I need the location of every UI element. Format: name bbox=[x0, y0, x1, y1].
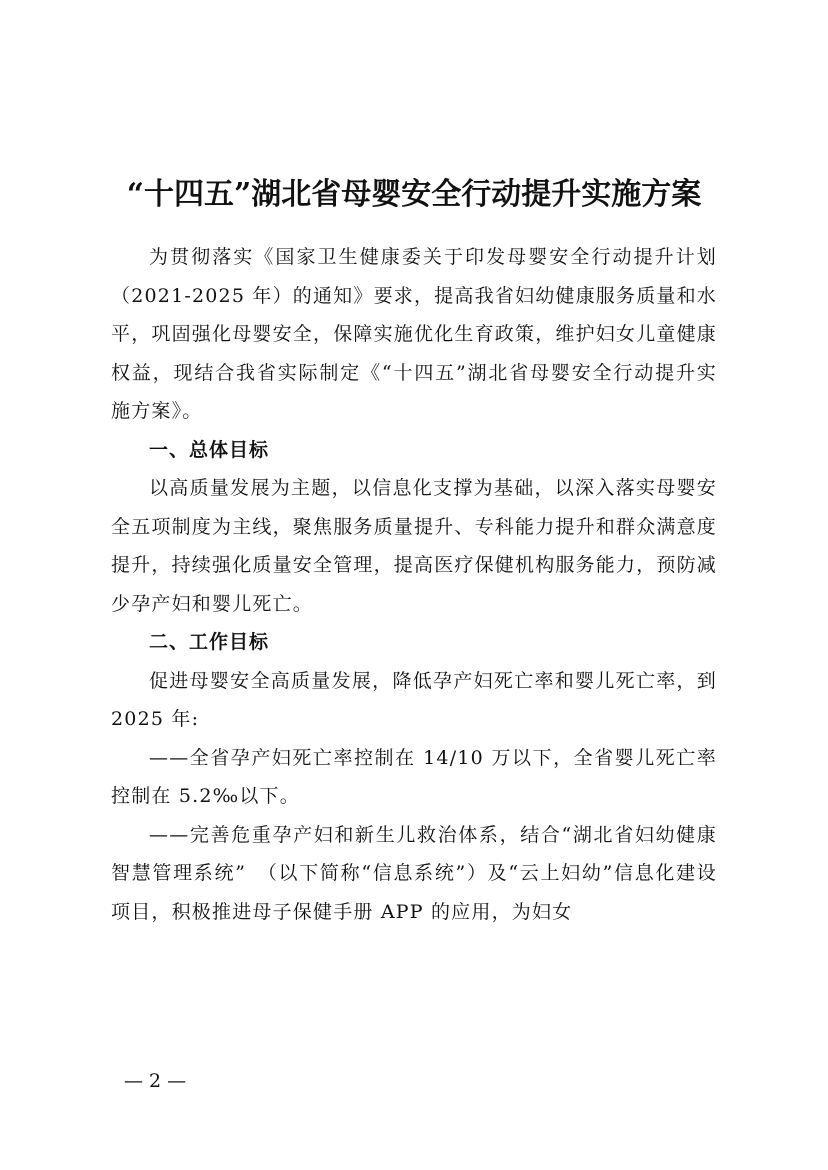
document-title: “十四五”湖北省母婴安全行动提升实施方案 bbox=[126, 177, 702, 212]
section-heading-work-goal: 二、工作目标 bbox=[149, 631, 270, 653]
section-heading-overall-goal: 一、总体目标 bbox=[149, 438, 270, 461]
work-goal-item-mortality: ——全省孕产妇死亡率控制在 14/10 万以下，全省婴儿死亡率控制在 5.2‰以下。 bbox=[111, 746, 717, 807]
intro-paragraph: 为贯彻落实《国家卫生健康委关于印发母婴安全行动提升计划（2021-2025 年）的通知》要求，提高我省妇幼健康服务质量和水平，巩固强化母婴安全，保障实施优化生育政策，维护妇女儿童健康权益，现结合我省实际制定《“十四五”湖北省母婴安全行动提升实施方案》。 bbox=[111, 246, 718, 422]
overall-goal-paragraph: 以高质量发展为主题，以信息化支撑为基础，以深入落实母婴安全五项制度为主线，聚焦服务质量提升、专科能力提升和群众满意度提升，持续强化质量安全管理，提高医疗保健机构服务能力，预防减少孕产妇和婴儿死亡。 bbox=[111, 477, 718, 615]
work-goal-item-rescue-system: ——完善危重孕产妇和新生儿救治体系，结合“湖北省妇幼健康智慧管理系统” （以下简称“信息系统”）及“云上妇幼”信息化建设项目，积极推进母子保健手册 APP 的应用，为妇女 bbox=[111, 823, 717, 923]
page-number: — 2 — bbox=[124, 1070, 187, 1092]
work-goal-paragraph: 促进母婴安全高质量发展，降低孕产妇死亡率和婴儿死亡率，到 2025 年: bbox=[111, 669, 717, 730]
document-body bbox=[111, 238, 717, 931]
